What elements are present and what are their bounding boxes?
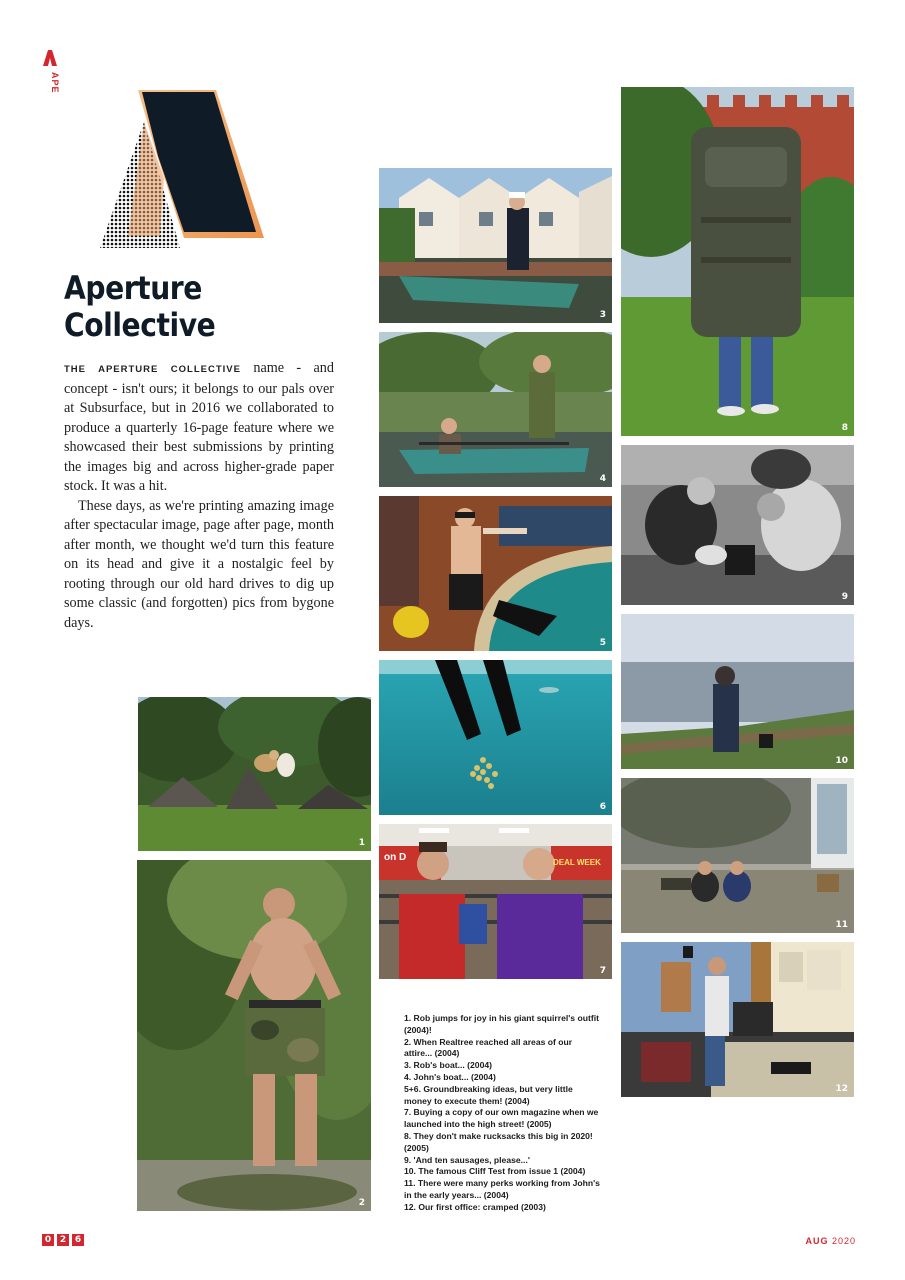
photo-12-number: 12	[835, 1084, 848, 1094]
shop-sign-left: on D	[384, 852, 407, 863]
photo-6-image	[379, 660, 612, 815]
photo-7	[379, 824, 612, 979]
caption-8: 8. They don't make rucksacks this big in 2020! (2005)	[404, 1130, 593, 1153]
title-line-1: Aperture	[64, 269, 202, 307]
paragraph-1-text: name - and concept - isn't ours; it belongs to our pals over at Subsurface, but in 2016 we collaborated to produce a quarterly 16-page feature where we showcased their best submissions by printing the images big and across higher-grade paper stock. It was a hit.	[64, 360, 334, 494]
photo-1-number: 1	[358, 838, 365, 848]
side-logo-icon	[41, 50, 57, 66]
photo-8-number: 8	[841, 423, 848, 433]
issue-date	[760, 1236, 856, 1246]
photo-12-image	[621, 942, 854, 1097]
photo-10	[621, 614, 854, 769]
photo-11	[621, 778, 854, 933]
page-digit-1: 0	[42, 1234, 54, 1246]
photo-5-image	[379, 496, 612, 651]
caption-12: 12. Our first office: cramped (2003)	[404, 1201, 546, 1212]
photo-10-image	[621, 614, 854, 769]
photo-4-number: 4	[599, 474, 606, 484]
photo-7-image	[379, 824, 612, 979]
caption-5-6: 5+6. Groundbreaking ideas, but very little money to execute them! (2004)	[404, 1083, 573, 1106]
caption-10: 10. The famous Cliff Test from issue 1 (2004)	[404, 1166, 586, 1177]
aperture-logo-icon	[98, 86, 268, 250]
photo-1	[138, 697, 371, 851]
caption-1: 1. Rob jumps for joy in his giant squirrel's outfit (2004)!	[404, 1013, 599, 1035]
shop-sign-right: DEAL WEEK	[553, 858, 601, 867]
page-digit-2: 2	[57, 1234, 69, 1246]
photo-3	[379, 168, 612, 323]
page-digit-3: 6	[72, 1234, 84, 1246]
article-title	[64, 270, 328, 344]
article-body	[64, 359, 334, 633]
photo-7-number: 7	[599, 966, 606, 976]
caption-3: 3. Rob's boat... (2004)	[404, 1060, 493, 1071]
photo-4-image	[379, 332, 612, 487]
photo-12	[621, 942, 854, 1097]
photo-2	[137, 860, 371, 1211]
photo-9-number: 9	[841, 592, 848, 602]
photo-2-image	[137, 860, 371, 1211]
photo-5-number: 5	[599, 638, 606, 648]
photo-6	[379, 660, 612, 815]
caption-2: 2. When Realtree reached all areas of our attire... (2004)	[404, 1036, 573, 1059]
photo-5	[379, 496, 612, 651]
paragraph-2: These days, as we're printing amazing image after spectacular image, page after page, month after month, we thought we'd turn this feature on its head and give it a nostalgic feel by rooting through our old hard drives to dig up some classic (and forgotten) pics from bygone days.	[64, 497, 334, 631]
photo-9-image	[621, 445, 854, 605]
issue-month: AUG	[805, 1236, 829, 1246]
photo-3-number: 3	[599, 310, 606, 320]
title-line-2: Collective	[64, 306, 216, 344]
photo-captions	[404, 1013, 600, 1214]
photo-11-number: 11	[835, 920, 848, 930]
caption-4: 4. John's boat... (2004)	[404, 1071, 496, 1082]
photo-3-image	[379, 168, 612, 323]
caption-7: 7. Buying a copy of our own magazine when we launched into the high street! (2005)	[404, 1107, 599, 1130]
caption-9: 9. 'And ten sausages, please...'	[404, 1154, 530, 1165]
issue-year: 2020	[831, 1236, 856, 1246]
photo-11-image	[621, 778, 854, 933]
lead-in: THE APERTURE COLLECTIVE	[64, 364, 241, 375]
photo-8-image	[621, 87, 854, 436]
photo-1-image	[138, 697, 371, 851]
photo-2-number: 2	[358, 1198, 365, 1208]
photo-4	[379, 332, 612, 487]
caption-11: 11. There were many perks working from John's in the early years... (2004)	[404, 1178, 600, 1200]
page-number	[42, 1234, 84, 1248]
photo-9	[621, 445, 854, 605]
photo-8	[621, 87, 854, 436]
photo-10-number: 10	[835, 756, 848, 766]
section-label: APE	[50, 72, 60, 94]
photo-6-number: 6	[599, 802, 606, 812]
paragraph-1	[64, 359, 334, 497]
